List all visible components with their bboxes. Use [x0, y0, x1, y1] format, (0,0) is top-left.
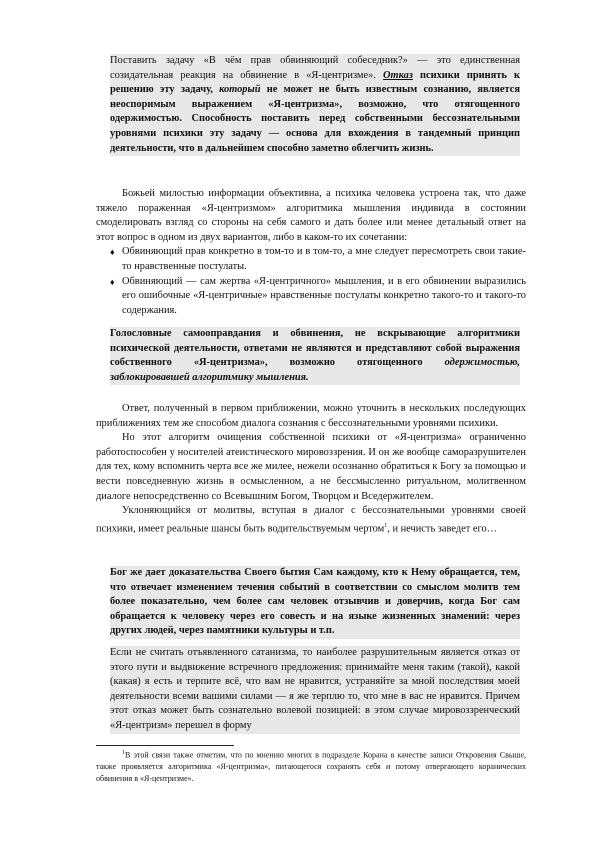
- paragraph-two-variants: [96, 187, 526, 318]
- emphasis-psyche: психики: [412, 69, 460, 81]
- footnote-number: 1: [122, 750, 125, 756]
- text-run: Поставить задачу «В чём прав обвиняющий собеседник?» — это единственная созидательная реакция на обвинение в «Я-центризме».: [110, 55, 520, 81]
- paragraph-intro: Божьей милостью информации объективна, а психика человека устроена так, что даже тяжело пораженная «Я-центризмом» алгоритмика мышления индивида в состоянии смоделировать взгляд со стороны на себя самого и дать более или менее детальный ответ на этот вопрос в одном из двух вариантов, либо в каком-то их сочетании:: [96, 188, 526, 243]
- paragraph-task-statement: [110, 54, 520, 156]
- emphasis-refusal: Отказ: [383, 69, 413, 81]
- footnote: [96, 748, 526, 784]
- text-run: Уклоняющийся от молитвы, вступая в диалог с бессознательными уровнями своей психики, имеет реальные шансы быть водительствуемым чертом: [96, 505, 526, 535]
- list-item: [96, 275, 526, 319]
- diamond-bullet-icon: ♦: [110, 247, 115, 258]
- paragraph-approximation: Ответ, полученный в первом приближении, можно уточнить в нескольких последующих приближениях тем же способом диалога сознания с бессознательными уровнями психики.: [96, 403, 526, 429]
- footnote-text: В этой связи также отметим, что по мнению многих в подразделе Корана в качестве записи Откровения Свыше, также проявляется алгоритмика «Я-центризма», питающегося сохранять себя и потому отвергающего коранических обвинения в «Я-центризме».: [96, 750, 526, 783]
- footnote-ref[interactable]: 1: [384, 522, 388, 529]
- text-run: Если не считать отъявленного сатанизма, то наиболее разрушительным является отказ от этого пути и выдвижение встречного предложения: принимайте меня таким (такой), какой (какая) я есть и терпите всё, что вам не нравится, устраняйте за мной последствия моей деятельности всеми вашими силами — я же терплю то, что мне в вас не нравится. Причем этот отказ может быть сознательно волевой позицией: в этом случае мировоззренческий «Я-центризм» перешел в форму: [110, 647, 520, 731]
- paragraph-god-evidence: [110, 566, 520, 639]
- paragraph-self-justification: [110, 327, 520, 385]
- paragraph-algorithm: Но этот алгоритм очищения собственной психики от «Я-центризма» ограниченно работоспособен у носителей атеистического мировоззрения. И он же вообще саморазрушителен для тех, кому вспомнить черта все же милее, нежели осознанно обратиться к Богу за помощью и вести повседневную жизнь в осмысленном, а не бессмысленно ритуальном, молитвенном диалоге непосредственно со Всевышним Богом, Творцом и Вседержителем.: [96, 432, 526, 502]
- paragraph-satanism: [110, 646, 520, 734]
- emphasis-obsession: одержимостью, заблокировавшей алгоритмику мышления.: [110, 357, 520, 383]
- text-run: не может не быть известным сознанию, является неоспоримым выражением «Я-центризма», возможно, что отягощенного одержимостью. Способность поставить перед собственными бессознательными уровнями психики эту задачу — основа для вхождения в тандемный принцип деятельности, что в дальнейшем способно заметно облегчить жизнь.: [110, 84, 520, 154]
- text-run: , и нечисть заведет его…: [387, 523, 498, 535]
- text-run: Голословные самооправдания и обвинения, не вскрывающие алгоритмики психической деятельности, ответами не являются и представляют собой выражения собственного «Я-центризма», возможно отягощенного: [110, 328, 520, 369]
- emphasis-which: который: [219, 84, 261, 96]
- paragraph-prayer: [96, 504, 526, 537]
- list-item-text: Обвиняющий — сам жертва «Я-центричного» мышления, и в его обвинении выразились его ошибочные «Я-центричные» нравственные постулаты конкретно такого-то и такого-то содержания.: [122, 275, 526, 316]
- text-run: принять к решению эту задачу,: [110, 69, 520, 96]
- section-dialogue: [96, 402, 526, 537]
- list-item: [96, 245, 526, 274]
- diamond-bullet-icon: ♦: [110, 276, 115, 287]
- text-run: Бог же дает доказательства Своего бытия Сам каждому, кто к Нему обращается, тем, что отвечает изменением течения событий в соответствии со смыслом молитв тем более показательно, чем более сам человек отзывчив и доверчив, когда Бог сам обращается к человеку через его совесть и на языке жизненных знамений: через других людей, через памятники культуры и т.п.: [110, 567, 520, 637]
- footnote-divider: [96, 745, 234, 746]
- bullet-list: [96, 245, 526, 318]
- list-item-text: Обвиняющий прав конкретно в том-то и в том-то, а мне следует пересмотреть свои такие-то нравственные постулаты.: [122, 246, 526, 272]
